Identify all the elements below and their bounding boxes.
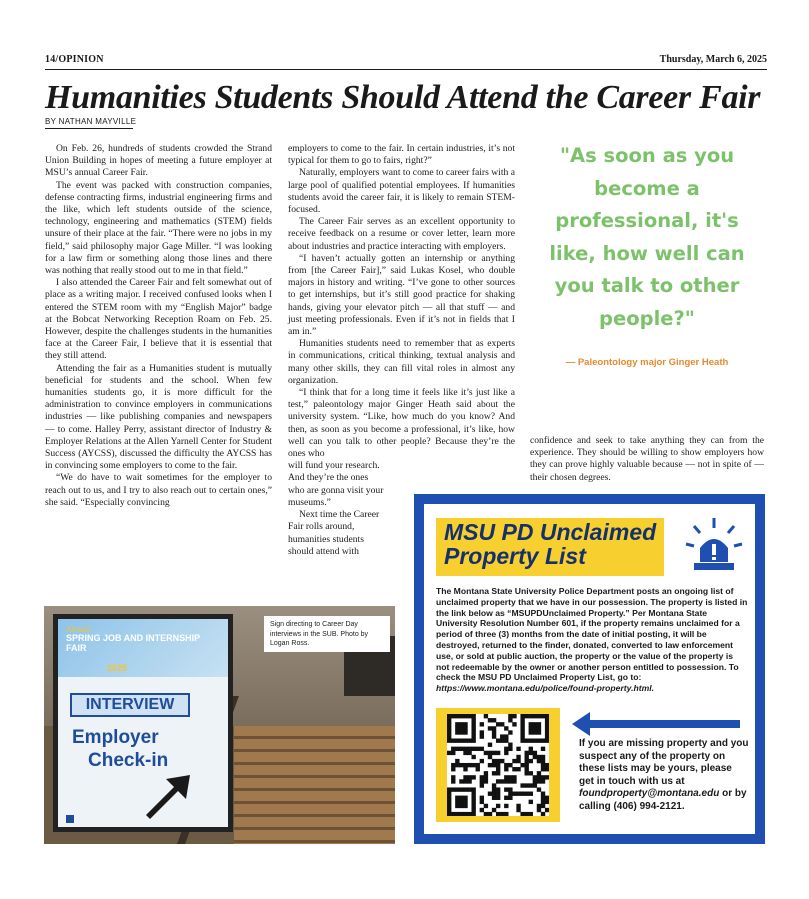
- header-divider: [45, 69, 767, 70]
- ad-title: MSU PD Unclaimed Property List: [444, 519, 657, 569]
- ad-contact-info: [579, 738, 749, 814]
- sign-checkin-text: Check-in: [88, 750, 169, 771]
- paragraph: Humanities students need to remember that as experts in communications, critical thinking, textual analysis and many other skills, they can fill vital roles in almost any organization.: [288, 338, 515, 386]
- paragraph: will fund your research. And they’re the ones who are gonna visit your museums.”: [288, 460, 384, 508]
- paragraph: Next time the Career Fair rolls around, humanities students should attend with: [288, 509, 380, 557]
- photo-stairs: [234, 726, 395, 844]
- paragraph: I also attended the Career Fair and felt somewhat out of place as a writing major. I received confused looks when I entered the STEM room with my “English Major” badge at the Bobcat Networking Reception Roam on Feb. 25. However, despite the challenges students in the humanities face at the Career Fair, I believe that it is essential that they still attend.: [45, 277, 272, 362]
- property-list-link[interactable]: https://www.montana.edu/police/found-property.html.: [436, 683, 655, 694]
- arrow-left-icon: [572, 712, 740, 736]
- paragraph: The Career Fair serves as an excellent opportunity to receive feedback on a resume or cover letter, learn more about industries and practice interacting with employers.: [288, 216, 515, 252]
- paragraph: “I haven’t actually gotten an internship or anything from [the Career Fair],” said Lukas Kosel, who double majors in history and writing. “I’ve gone to other sources to get internships, but it’s still good practice for shaking hands, giving your elevator pitch — all that stuff — and just meeting professionals. Even if it’s not in fields that I am in.”: [288, 252, 515, 338]
- sign-script-text: Almost: [66, 625, 91, 634]
- ad-body: [436, 586, 748, 694]
- paragraph: The event was packed with construction companies, defense contracting firms, industrial engineering firms and the like, which left students outside of the science, technology, engineering and mathematics (STEM) fields unsure of their place at the fair. “There were no jobs in my field,” said philosophy major Gage Miller. “I was looking for a law firm or something along those lines and there was nothing that really stood out to me in that field.”: [45, 179, 272, 277]
- article-byline: BY NATHAN MAYVILLE: [45, 117, 137, 126]
- contact-phone: or by calling (406) 994-2121.: [579, 788, 747, 812]
- narrow-column-wrap: [288, 460, 384, 558]
- section-label: 14/OPINION: [45, 54, 104, 65]
- paragraph: Attending the fair as a Humanities student is mutually beneficial for students and the school. When few humanities students go, it is more difficult for the administration to convince employers in communications industries — like publishing companies and newspapers — to come. Halley Perry, assistant director of Industry & Employer Relations at the Allen Yarnell Center for Student Success (AYCSS), discussed the difficulty the AYCSS has in convincing some employers to come to the fair.: [45, 362, 272, 472]
- contact-text: If you are missing property and you suspect any of the property on these lists may be yours, please get in touch with us at: [579, 738, 749, 787]
- issue-date: Thursday, March 6, 2025: [659, 54, 767, 65]
- sign-employer-text: Employer: [72, 727, 159, 748]
- sign-fair-year: 2025: [107, 663, 128, 673]
- paragraph: employers to come to the fair. In certain industries, it’s not typical for them to go to fairs, right?”: [288, 143, 515, 167]
- paragraph: confidence and seek to take anything they can from the experience. They should be willing to show employers how they can prove highly valuable because — not in spite of — their chosen degrees.: [530, 435, 764, 483]
- unclaimed-property-ad: [414, 494, 765, 844]
- career-fair-sign: [58, 619, 228, 827]
- contact-email[interactable]: foundproperty@montana.edu: [579, 788, 720, 800]
- photo-caption: Sign directing to Career Day interviews in the SUB. Photo by Logan Ross.: [264, 616, 390, 652]
- pull-quote: "As soon as you become a professional, it's like, how well can you talk to other people?": [549, 144, 745, 330]
- paragraph: “I think that for a long time it feels like it’s just like a test,” paleontology major Ginger Heath said about the university system. “Like, how much do you know? And then, as soon as you become a professional, it’s like, how well can you talk to other people? Because they’re the ones who: [288, 387, 515, 460]
- byline-divider: [45, 128, 133, 129]
- article-headline: Humanities Students Should Attend the Career Fair: [45, 79, 761, 116]
- career-fair-photo: [44, 606, 395, 844]
- paragraph: “We do have to wait sometimes for the employer to reach out to us, and I try to also reach out to certain ones,” she said. “Especially convincing: [45, 472, 272, 508]
- sign-fair-title: SPRING JOB AND INTERNSHIP FAIR: [66, 633, 201, 653]
- arrow-up-right-icon: [138, 771, 192, 821]
- ad-body-text: The Montana State University Police Department posts an ongoing list of unclaimed property that we have in our possession. The property is listed in the link below as “MSUPDUnclaimed Property.” Per Montana State University Resolution Number 601, if the property remains unclaimed for a period of three (3) months from the date of initial posting, it will be destroyed, returned to the finder, donated, converted to law enforcement use, or sold at public auction, the property or the value of the property is not redeemable by the owner or another person entitled to possession. To check the MSU PD Unclaimed Property List, go to:: [436, 586, 748, 683]
- qr-code[interactable]: [447, 714, 549, 816]
- article-column-1: [45, 143, 272, 509]
- article-column-3: [530, 435, 764, 484]
- sign-interview-label: INTERVIEW: [70, 693, 190, 717]
- ad-panel: [424, 504, 755, 834]
- siren-icon: [682, 516, 746, 576]
- paragraph: On Feb. 26, hundreds of students crowded the Strand Union Building in hopes of meeting a future employer at MSU’s annual Career Fair.: [45, 143, 272, 179]
- paragraph: Naturally, employers want to come to career fairs with a large pool of qualified potential employees. If humanities students avoid the career fair, it is likely to remain STEM-focused.: [288, 167, 515, 216]
- msu-logo-icon: [66, 815, 74, 823]
- sign-board: [53, 614, 233, 832]
- pull-quote-attribution: — Paleontology major Ginger Heath: [565, 357, 729, 368]
